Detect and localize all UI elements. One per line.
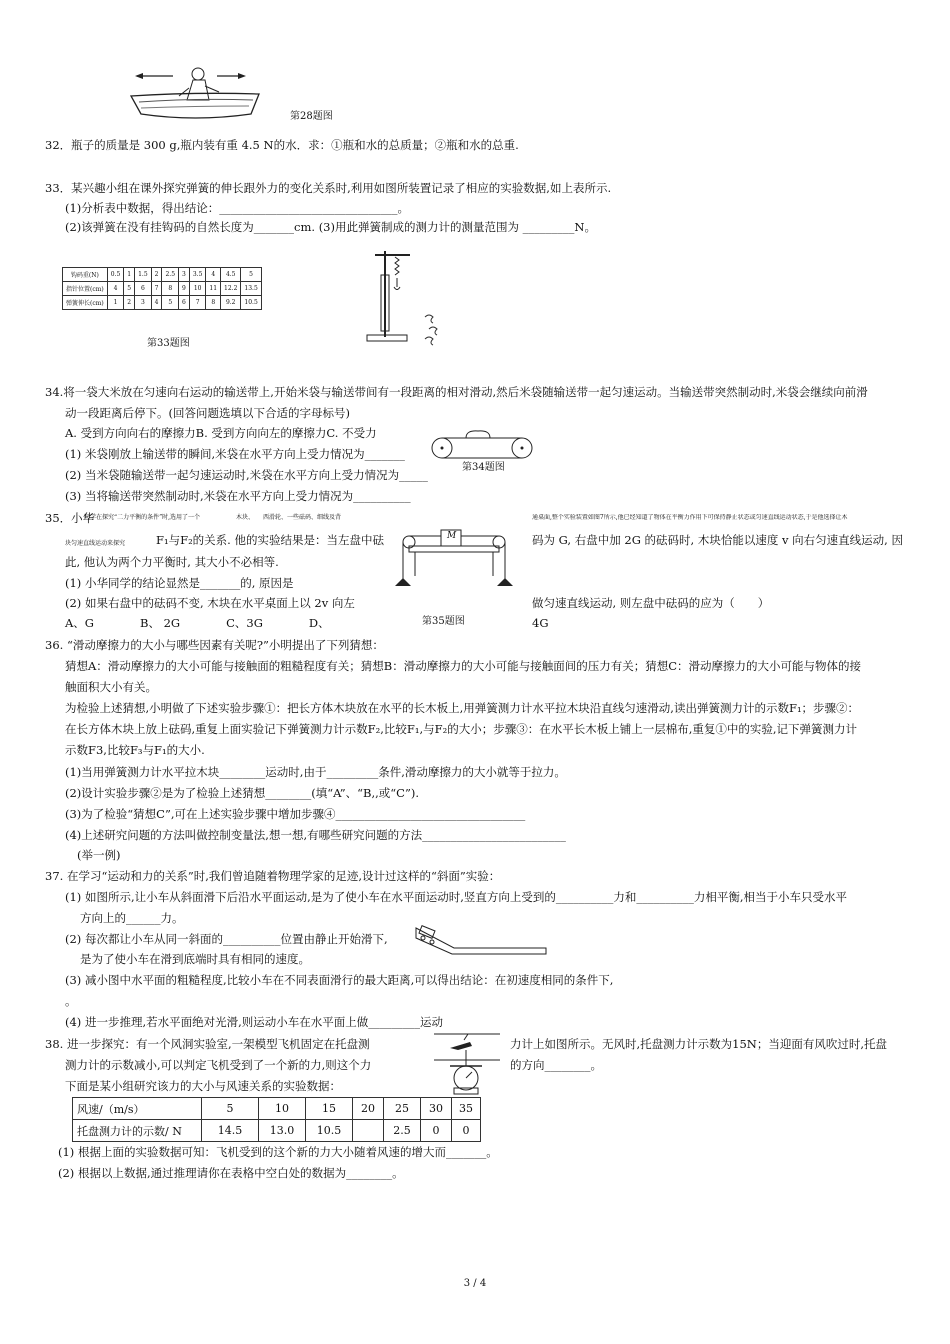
table-cell: 5: [162, 296, 179, 310]
table-cell: 4: [107, 282, 124, 296]
table-cell: 1: [124, 268, 135, 282]
table-cell: 8: [206, 296, 221, 310]
question-35-part2b: 做匀速直线运动, 则左盘中砝码的应为（ ）: [532, 596, 770, 610]
table-cell: 14.5: [202, 1120, 259, 1142]
question-36-line2: 猜想A：滑动摩擦力的大小可能与接触面的粗糙程度有关；猜想B：滑动摩擦力的大小可能与接触面间的压力有关；猜想C：滑动摩擦力的大小可能与物体的接: [65, 659, 862, 673]
figure-caption: 第34题图: [462, 462, 505, 473]
question-38-line1a: 38. 进一步探究：有一个风洞实验室,一架模型飞机固定在托盘测: [45, 1037, 370, 1051]
question-37-part1a: (1) 如图所示,让小车从斜面滑下后沿水平面运动,是为了使小车在水平面运动时,竖直方向上受到的__________力和__________力相平衡,相当于小车只受水平: [65, 890, 848, 904]
table-cell: 13.0: [259, 1120, 306, 1142]
question-38-part1: (1) 根据上面的实验数据可知：飞机受到的这个新的力大小随着风速的增大而_______。: [58, 1145, 498, 1159]
table-cell: 20: [353, 1098, 384, 1120]
table-cell: 0.5: [107, 268, 124, 282]
table-cell: 9.2: [221, 296, 241, 310]
question-35-option-d: 4G: [532, 616, 549, 630]
table-cell: 10.5: [241, 296, 261, 310]
table-cell: 1.5: [135, 268, 152, 282]
question-36-line1: 36. “滑动摩擦力的大小与哪些因素有关呢?”小明提出了下列猜想：: [45, 638, 384, 652]
question-35-line3: 此, 他认为两个力平衡时, 其大小不必相等.: [65, 555, 279, 569]
table-cell: 13.5: [241, 282, 261, 296]
figure-caption: 第33题图: [147, 338, 190, 349]
table-row: [63, 296, 262, 310]
question-33-stem: 33．某兴趣小组在课外探究弹簧的伸长跟外力的变化关系时,利用如图所装置记录了相应的实验数据,如上表所示.: [45, 181, 612, 195]
question-36-part3: (3)为了检验“猜想C”,可在上述实验步骤中增加步骤④_________________________________: [65, 807, 526, 821]
question-37-part3a: (3) 减小图中水平面的粗糙程度,比较小车在不同表面滑行的最大距离,可以得出结论：在初速度相同的条件下,: [65, 973, 614, 987]
table-row: [63, 282, 262, 296]
table-row: [63, 268, 262, 282]
table-cell: 7: [151, 282, 162, 296]
question-34-line2: 动一段距离后停下。(回答问题选填以下合适的字母标号): [65, 406, 350, 420]
question-36-line6: 示数F3,比较F₃与F₁的大小.: [65, 743, 205, 757]
question-36-line3: 触面积大小有关。: [65, 680, 157, 694]
question-36-line4: 为检验上述猜想,小明做了下述实验步骤①：把长方体木块放在水平的长木板上,用弹簧测力计水平拉木块沿直线匀速滑动,读出弹簧测力计的示数F₁；步骤②：: [65, 701, 860, 715]
table-cell: 6: [179, 296, 190, 310]
wind-data-table: [72, 1097, 481, 1142]
figure-caption: 第35题图: [422, 616, 465, 627]
table-cell: 3: [135, 296, 152, 310]
question-35-part1: (1) 小华同学的结论显然是_______的, 原因是: [65, 576, 294, 590]
table-cell: 5: [124, 282, 135, 296]
question-37-part2b: 是为了使小车在滑到底端时具有相同的速度。: [80, 952, 310, 966]
table-cell: 30: [421, 1098, 452, 1120]
question-37-part3b: 。: [65, 994, 77, 1008]
table-cell: 10: [259, 1098, 306, 1120]
question-33-part2: (2)该弹簧在没有挂钩码的自然长度为_______cm. (3)用此弹簧制成的测力计的测量范围为 _________N。: [65, 220, 596, 234]
wind-tunnel-figure: [420, 1030, 504, 1096]
table-cell: 3: [179, 268, 190, 282]
question-38-line1b: 力计上如图所示。无风时,托盘测力计示数为15N；当迎面有风吹过时,托盘: [510, 1037, 888, 1051]
question-38-part2: (2) 根据以上数据,通过推理请你在表格中空白处的数据为________。: [58, 1166, 404, 1180]
question-34-line1: 34.将一袋大米放在匀速向右运动的输送带上,开始米袋与输送带间有一段距离的相对滑动,然后米袋随输送带一起匀速运动。当输送带突然制动时,米袋会继续向前滑: [45, 385, 868, 399]
question-36-part1: (1)当用弹簧测力计水平拉木块________运动时,由于_________条件,滑动摩擦力的大小就等于拉力。: [65, 765, 566, 779]
table-cell: 5: [241, 268, 261, 282]
table-cell: 4: [151, 296, 162, 310]
question-37-part1b: 方向上的______力。: [80, 911, 184, 925]
question-38-line2a: 测力计的示数减小,可以判定飞机受到了一个新的力,则这个力: [65, 1058, 372, 1072]
table-cell: 4.5: [221, 268, 241, 282]
table-cell: [353, 1120, 384, 1142]
question-36-line5: 在长方体木块上放上砝码,重复上面实验记下弹簧测力计示数F₂,比较F₁,与F₂的大小；步骤③：在水平长木板上铺上一层棉布,重复①中的实验,记下弹簧测力计: [65, 722, 858, 736]
table-row: [73, 1120, 481, 1142]
table-cell: 2: [151, 268, 162, 282]
table-cell: 0: [452, 1120, 481, 1142]
question-35-line2a: F₁与F₂的关系. 他的实验结果是：当左盘中砝: [156, 533, 384, 547]
table-cell: 风速/（m/s）: [73, 1098, 202, 1120]
table-cell: 钩码重(N): [63, 268, 108, 282]
question-37-line1: 37. 在学习“运动和力的关系”时,我们曾追随着物理学家的足迹,设计过这样的“斜面”实验：: [45, 869, 501, 883]
question-35-small-text: 同学在探究“二力平衡的条件”时,选用了一个: [84, 514, 201, 521]
question-35-label: 35．小华: [45, 511, 95, 525]
table-cell: 11: [206, 282, 221, 296]
table-cell: 10: [189, 282, 206, 296]
table-cell: 15: [306, 1098, 353, 1120]
table-cell: 2.5: [162, 268, 179, 282]
table-cell: 8: [162, 282, 179, 296]
question-34-part3: (3) 当将输送带突然制动时,米袋在水平方向上受力情况为__________: [65, 489, 411, 503]
question-36-part2: (2)设计实验步骤②是为了检验上述猜想________(填“A”、“B,,或“C”).: [65, 786, 419, 800]
boat-figure: [125, 62, 265, 124]
table-cell: 25: [384, 1098, 421, 1120]
table-cell: 10.5: [306, 1120, 353, 1142]
page-number: 3 / 4: [463, 1278, 487, 1289]
table-row: [73, 1098, 481, 1120]
table-cell: 3.5: [189, 268, 206, 282]
conveyor-belt-figure: [428, 428, 536, 462]
question-35-small-text: 块匀速直线运动来探究: [65, 540, 126, 547]
table-cell: 12.2: [221, 282, 241, 296]
question-35-small-text: 通桌面,整个实验装置如图7所示,他已经知道了物体在平衡力作用下可保持静止状态或匀速直线运动状态,于是他选择让木: [532, 514, 848, 521]
table-cell: 1: [107, 296, 124, 310]
spring-stand-figure: [365, 245, 445, 350]
question-33-part1: (1)分析表中数据，得出结论：_______________________________。: [65, 201, 410, 215]
table-cell: 6: [135, 282, 152, 296]
table-cell: 5: [202, 1098, 259, 1120]
figure-caption: 第28题图: [290, 111, 333, 122]
table-cell: 9: [179, 282, 190, 296]
table-cell: 7: [189, 296, 206, 310]
question-34-part2: (2) 当米袋随输送带一起匀速运动时,米袋在水平方向上受力情况为_____: [65, 468, 428, 482]
table-cell: 弹簧伸长(cm): [63, 296, 108, 310]
table-cell: 35: [452, 1098, 481, 1120]
question-38-line3: 下面是某小组研究该力的大小与风速关系的实验数据：: [65, 1079, 341, 1093]
question-35-small-text: 木块、 西滑轮、一些砝码、细线及背: [236, 514, 342, 521]
table-cell: 0: [421, 1120, 452, 1142]
question-37-part2a: (2) 每次都让小车从同一斜面的__________位置由静止开始滑下,: [65, 932, 388, 946]
table-cell: 托盘测力计的示数/ N: [73, 1120, 202, 1142]
question-38-line2b: 的方向________。: [510, 1058, 602, 1072]
incline-cart-figure: [414, 924, 548, 960]
question-32: 32．瓶子的质量是 300 g,瓶内装有重 4.5 N的水．求：①瓶和水的总质量；②瓶和水的总重.: [45, 138, 519, 152]
spring-data-table: [62, 267, 262, 310]
table-cell: 2.5: [384, 1120, 421, 1142]
question-37-part4: (4) 进一步推理,若水平面绝对光滑,则运动小车在水平面上做_________运动: [65, 1015, 444, 1029]
question-35-line2b: 码为 G, 右盘中加 2G 的砝码时, 木块恰能以速度 v 向右匀速直线运动, 因: [532, 533, 903, 547]
block-label: M: [447, 531, 457, 541]
question-35-options: A、G B、 2G C、3G D、: [65, 616, 330, 630]
question-34-part1: (1) 米袋刚放上输送带的瞬间,米袋在水平方向上受力情况为_______: [65, 447, 405, 461]
question-36-part4: (4)上述研究问题的方法叫做控制变量法,想一想,有哪些研究问题的方法_________________________: [65, 828, 566, 842]
table-cell: 2: [124, 296, 135, 310]
table-cell: 指针位置(cm): [63, 282, 108, 296]
question-36-part4b: (举一例): [77, 848, 121, 862]
question-35-part2a: (2) 如果右盘中的砝码不变, 木块在水平桌面上以 2v 向左: [65, 596, 355, 610]
question-34-options: A. 受到方向向右的摩擦力B. 受到方向向左的摩擦力C. 不受力: [65, 426, 377, 440]
table-cell: 4: [206, 268, 221, 282]
